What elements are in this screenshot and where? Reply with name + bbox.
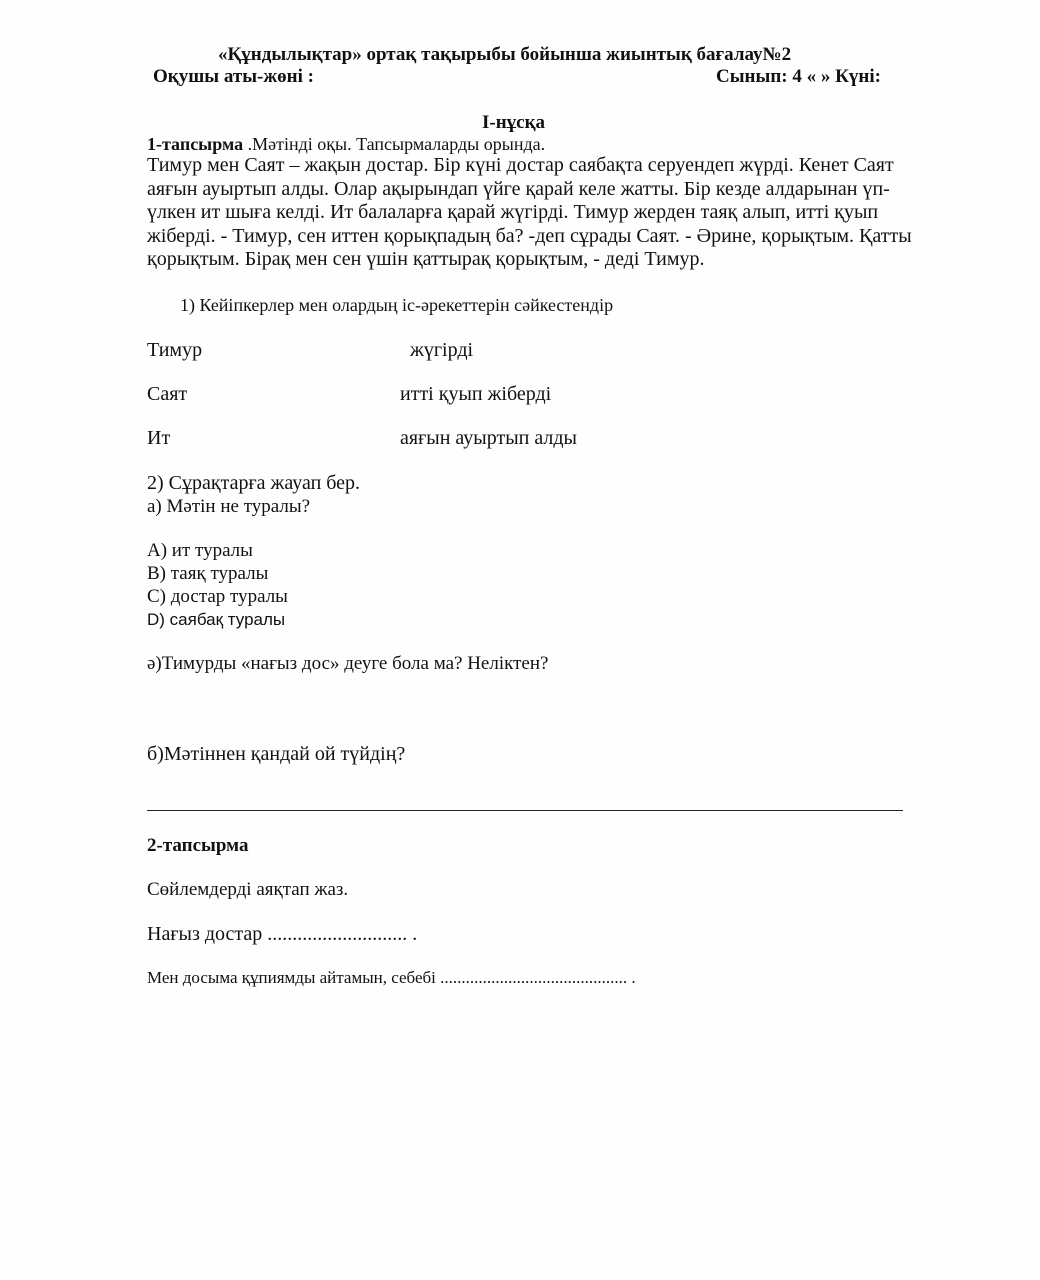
- reading-text-line: үлкен ит шыға келді. Ит балаларға қарай жүгірді. Тимур жерден таяқ алып, итті қуып: [147, 201, 879, 223]
- reading-text: [147, 154, 959, 272]
- task1-label: 1-тапсырма: [147, 134, 244, 154]
- sentence-2: Мен досыма құпиямды айтамын, себебі ............................................ .: [147, 968, 636, 987]
- task2-instruction: Сөйлемдерді аяқтап жаз.: [147, 879, 349, 900]
- match-character: Саят: [147, 383, 188, 405]
- answer-option-b: В) таяқ туралы: [147, 563, 269, 584]
- question-2a: а) Мәтін не туралы?: [147, 496, 311, 517]
- reading-text-line: қорықтым. Бірақ мен сен үшін қаттырақ қорықтым, - деді Тимур.: [147, 248, 705, 270]
- answer-option-d: D) саябақ туралы: [147, 610, 286, 629]
- reading-text-line: аяғын ауыртып алды. Олар ақырындап үйге қарай келе жатты. Бір кезде алдарынан үп-: [147, 177, 890, 200]
- match-action: аяғын ауыртып алды: [400, 427, 577, 449]
- reading-text-line: Тимур мен Саят – жақын достар. Бір күні достар саябақта серуендеп жүрді. Кенет Саят: [147, 154, 894, 176]
- question-2ae: ә)Тимурды «нағыз дос» деуге бола ма? Неліктен?: [147, 653, 549, 674]
- class-date-label: Сынып: 4 « » Күні:: [716, 66, 881, 87]
- match-character: Тимур: [147, 339, 203, 361]
- answer-option-c: С) достар туралы: [147, 586, 288, 607]
- answer-option-a: А) ит туралы: [147, 540, 253, 561]
- task1-heading: [147, 134, 545, 155]
- variant-heading: I-нұсқа: [482, 112, 546, 133]
- question-2: 2) Сұрақтарға жауап бер.: [147, 472, 361, 494]
- question-1: 1) Кейіпкерлер мен олардың іс-әрекеттерін сәйкестендір: [180, 295, 614, 315]
- question-2b: б)Мәтіннен қандай ой түйдің?: [147, 743, 406, 765]
- answer-line: [147, 810, 903, 811]
- match-character: Ит: [147, 427, 171, 449]
- reading-text-line: жіберді. - Тимур, сен иттен қорықпадың ба? -деп сұрады Саят. - Әрине, қорықтым. Қатты: [147, 224, 912, 247]
- sentence-1: Нағыз достар ............................ .: [147, 923, 418, 945]
- task1-instruction: .Мәтінді оқы. Тапсырмаларды орында.: [243, 134, 546, 154]
- worksheet-title: «Құндылықтар» ортақ тақырыбы бойынша жиынтық бағалау№2: [218, 44, 792, 65]
- match-action: жүгірді: [410, 339, 474, 361]
- task2-heading: 2-тапсырма: [147, 835, 249, 856]
- student-name-label: Оқушы аты-жөні :: [153, 66, 314, 87]
- match-action: итті қуып жіберді: [400, 383, 552, 405]
